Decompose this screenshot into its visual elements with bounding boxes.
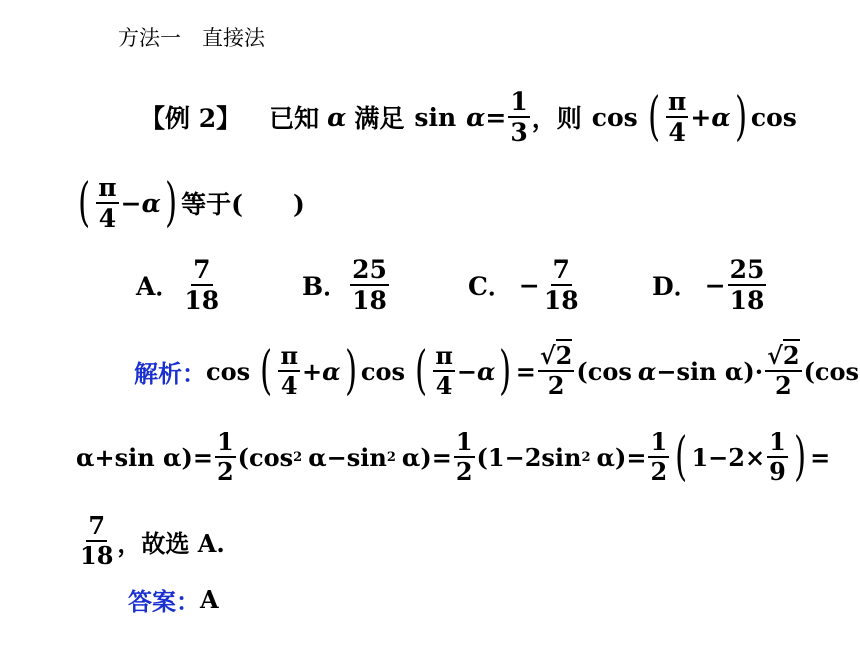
alpha-symbol: α (327, 102, 347, 132)
cos-func: cos (591, 102, 638, 132)
sin-func: sin (414, 102, 457, 132)
option-b: B． $\frac{25}{18}$ (302, 255, 387, 315)
fraction-sqrt2-over-2: $\frac{√2}{2}$ (539, 341, 573, 400)
alpha-symbol: α (466, 102, 486, 132)
cos-func: cos (750, 102, 797, 132)
problem-text: 满足 (354, 104, 405, 133)
answer-value: A (200, 584, 219, 614)
paren-group: ( $\frac{\pi}{4}$ + α ) (647, 87, 747, 147)
fraction-pi-over-4: $\frac{\pi}{4}$ (668, 87, 687, 147)
answer-line (128, 582, 219, 616)
fraction-sqrt2-over-2: $\frac{√2}{2}$ (767, 341, 800, 400)
solution-label: 解析： (134, 358, 206, 388)
solution-line-2: α+sin α)= $\frac{1}{2}$ (cos 2 α−sin 2 α)= $\frac{1}{2}$ (1−2sin 2 α)= $\frac{1}{2}$ ( 1−2× $\frac{1}{9}$ ) = (76, 427, 831, 487)
option-c: C． − $\frac{7}{18}$ (468, 255, 579, 315)
problem-line-1 (140, 82, 797, 152)
solution-line-1: 解析： cos ( $\frac{\pi}{4}$ + α ) cos ( $\frac{\pi}{4}$ − α ) = $\frac{√2}{2}$ (cos α − sin α) · $\frac{√2}{2}$ (cos (134, 341, 860, 401)
problem-line-2 (74, 168, 305, 238)
option-a: A． $\frac{7}{18}$ (136, 255, 220, 315)
problem-text: 已知 (269, 104, 320, 133)
option-d: D． − $\frac{25}{18}$ (652, 255, 765, 315)
paren-group: ( $\frac{\pi}{4}$ − α ) (78, 173, 178, 233)
answer-label: 答案： (128, 586, 200, 616)
equals-sign: = (485, 102, 507, 132)
fraction-pi-over-4: $\frac{\pi}{4}$ (98, 173, 117, 233)
problem-text: ，则 (531, 104, 582, 133)
fraction-one-third: $\frac{1}{3}$ (510, 87, 528, 147)
problem-text: 等于( ) (181, 190, 305, 219)
example-tag: 【例 2】 (140, 104, 242, 133)
section-title: 方法一 直接法 (118, 26, 265, 50)
solution-line-3: $\frac{7}{18}$ ，故选 A. (80, 511, 225, 570)
